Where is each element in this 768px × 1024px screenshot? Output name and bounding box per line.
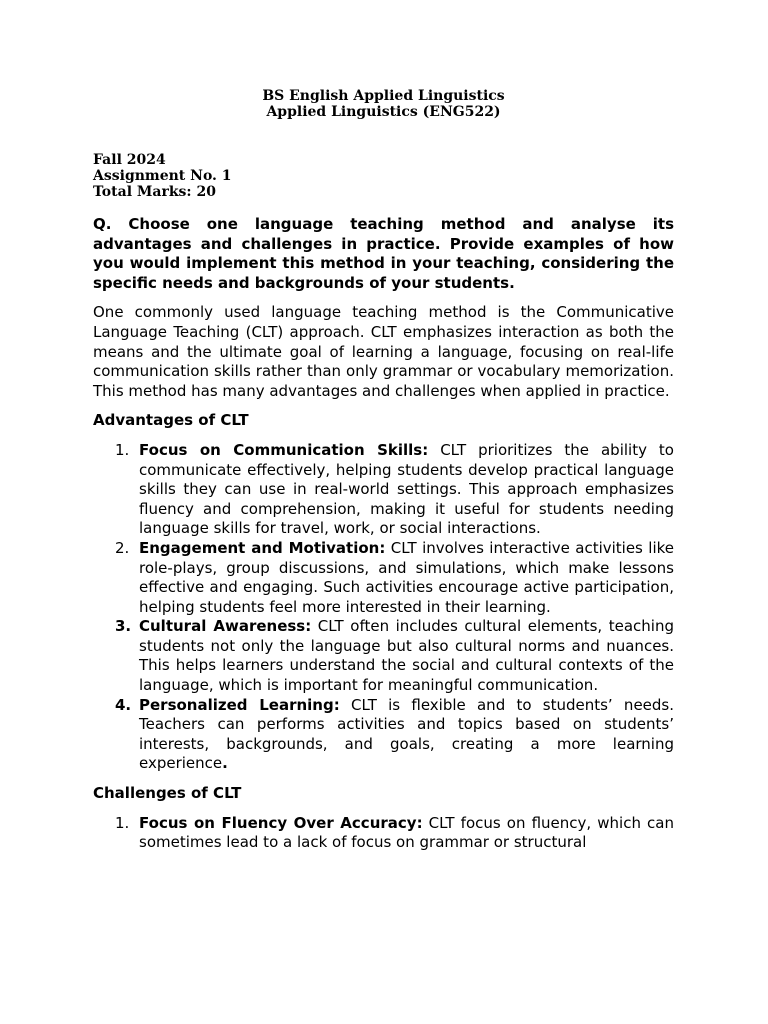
item-number: 2.	[115, 538, 130, 557]
list-item	[93, 696, 674, 774]
total-marks-label: Total Marks: 20	[93, 184, 216, 200]
item-number: 3.	[115, 617, 132, 636]
assignment-meta	[93, 152, 674, 200]
item-number: 1.	[115, 813, 130, 832]
item-lead: Personalized Learning:	[139, 695, 340, 714]
assignment-label: Assignment No. 1	[93, 168, 232, 184]
list-item	[93, 539, 674, 617]
challenges-list	[93, 814, 674, 853]
course-header	[93, 88, 674, 120]
program-title: BS English Applied Linguistics	[262, 88, 505, 104]
item-lead: Focus on Fluency Over Accuracy:	[139, 813, 423, 832]
item-number: 4.	[115, 695, 132, 714]
intro-paragraph: One commonly used language teaching method is the Communicative Language Teaching (CLT) approach. CLT emphasizes interaction as both the means and the ultimate goal of learning a language, focusing on real-life communication skills rather than only grammar or vocabulary memorization. This method has many advantages and challenges when applied in practice.	[93, 303, 674, 400]
item-lead: Engagement and Motivation:	[139, 538, 386, 557]
item-text: CLT involves interactive activities like role-plays, group discussions, and simulations, which make lessons effective and engaging. Such activities encourage active participation, helping students feel more interested in their learning.	[139, 538, 674, 616]
item-text: CLT often includes cultural elements, teaching students not only the language but also cultural norms and nuances. This helps learners understand the social and cultural contexts of the language, which is important for meaningful communication.	[139, 617, 674, 695]
advantages-heading: Advantages of CLT	[93, 411, 249, 430]
advantages-list	[93, 441, 674, 774]
course-title: Applied Linguistics (ENG522)	[266, 104, 501, 120]
item-tail: .	[222, 754, 228, 773]
item-lead: Cultural Awareness:	[139, 617, 312, 636]
document-page	[93, 88, 674, 853]
item-text: CLT is flexible and to students’ needs. Teachers can performs activities and topics based on students’ interests, backgrounds, and goals, creating a more learning experience	[139, 695, 675, 773]
challenges-heading: Challenges of CLT	[93, 784, 242, 803]
list-item	[93, 441, 674, 539]
item-text: CLT focus on fluency, which can sometimes lead to a lack of focus on grammar or structural	[139, 813, 674, 852]
item-number: 1.	[115, 440, 130, 459]
list-item	[93, 617, 674, 695]
item-text: CLT prioritizes the ability to communicate effectively, helping students develop practical language skills they can use in real-world settings. This approach emphasizes fluency and comprehension, making it useful for students needing language skills for travel, work, or social interactions.	[139, 440, 674, 538]
list-item	[93, 814, 674, 853]
item-lead: Focus on Communication Skills:	[139, 440, 429, 459]
term-label: Fall 2024	[93, 152, 166, 168]
question-prompt: Q. Choose one language teaching method and analyse its advantages and challenges in practice. Provide examples of how you would implement this method in your teaching, considering the specific needs and backgrounds of your students.	[93, 215, 674, 292]
